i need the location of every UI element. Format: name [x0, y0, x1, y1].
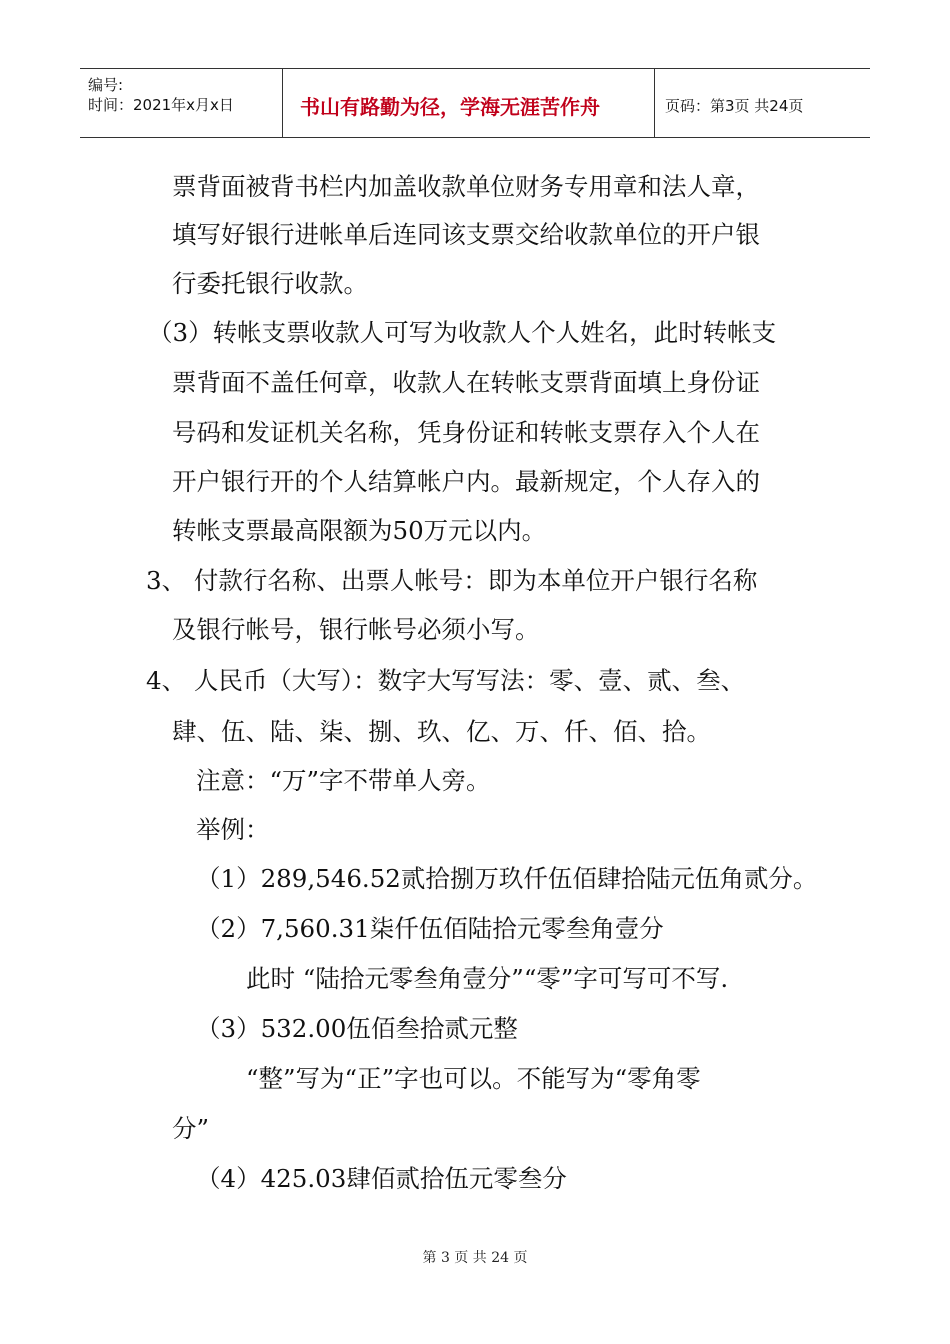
body-line: 号码和发证机关名称，凭身份证和转帐支票存入个人在 — [172, 418, 760, 447]
body-line: 开户银行开的个人结算帐户内。最新规定，个人存入的 — [172, 467, 760, 496]
header-motto: 书山有路勤为径，学海无涯苦作舟 — [300, 95, 600, 119]
body-line: 举例： — [196, 815, 270, 844]
header-middle-cell — [282, 69, 655, 137]
header-left-cell — [80, 69, 283, 137]
body-line: 分” — [172, 1114, 210, 1143]
page-header — [80, 68, 870, 138]
body-line: （4）425.03肆佰贰拾伍元零叁分 — [196, 1164, 567, 1193]
header-right-cell — [655, 69, 870, 137]
body-line: 3、 付款行名称、出票人帐号：即为本单位开户银行名称 — [146, 566, 758, 595]
document-time-label: 时间：2021年x月x日 — [88, 96, 234, 114]
body-line: 票背面被背书栏内加盖收款单位财务专用章和法人章， — [172, 172, 760, 201]
body-line: 转帐支票最高限额为50万元以内。 — [172, 516, 547, 545]
body-line: （2）7,560.31柒仟伍佰陆拾元零叁角壹分 — [196, 914, 664, 943]
body-line: “整”写为“正”字也可以。不能写为“零角零 — [246, 1064, 701, 1093]
body-line: 票背面不盖任何章，收款人在转帐支票背面填上身份证 — [172, 368, 760, 397]
body-line: 此时 “陆拾元零叁角壹分”“零”字可写可不写. — [246, 964, 729, 993]
body-line: 肆、伍、陆、柒、捌、玖、亿、万、仟、佰、拾。 — [172, 717, 711, 746]
document-code-label: 编号: — [88, 76, 124, 94]
body-line: 注意：“万”字不带单人旁。 — [196, 766, 491, 795]
body-line: （3）532.00伍佰叁拾贰元整 — [196, 1014, 518, 1043]
header-page-label: 页码：第3页 共24页 — [665, 97, 804, 115]
body-line: （1）289,546.52贰拾捌万玖仟伍佰肆拾陆元伍角贰分。 — [196, 864, 818, 893]
body-line: 行委托银行收款。 — [172, 269, 368, 298]
page-footer: 第 3 页 共 24 页 — [422, 1250, 528, 1266]
body-line: 填写好银行进帐单后连同该支票交给收款单位的开户银 — [172, 220, 760, 249]
body-line: 4、 人民币（大写）：数字大写写法：零、壹、贰、叁、 — [146, 666, 746, 695]
body-line: （3）转帐支票收款人可写为收款人个人姓名，此时转帐支 — [148, 318, 777, 347]
body-line: 及银行帐号，银行帐号必须小写。 — [172, 615, 540, 644]
